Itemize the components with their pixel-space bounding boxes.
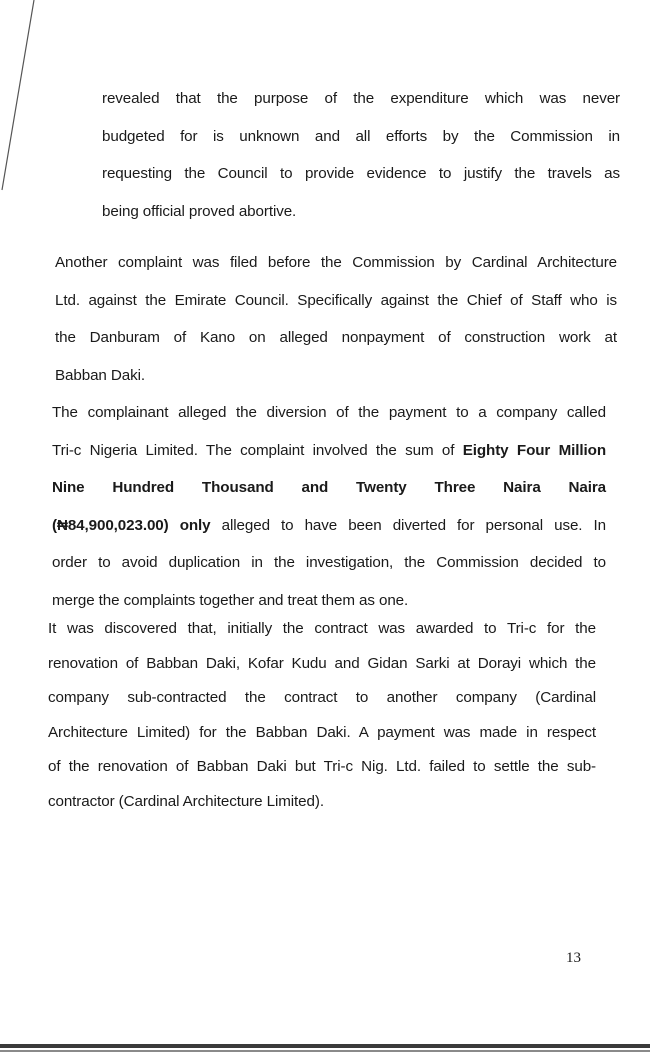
paragraph-1 [102,80,620,230]
paragraph-2-line: Ltd. against the Emirate Council. Specifically against the Chief of Staff who is [55,291,617,309]
amount-figure-bold: (₦84,900,023.00) only [52,516,211,534]
paragraph-4-line: renovation of Babban Daki, Kofar Kudu and Gidan Sarki at Dorayi which the [48,654,596,672]
paragraph-4-line: Architecture Limited) for the Babban Daki. A payment was made in respect [48,723,596,741]
paragraph-3-line [52,469,606,507]
paragraph-4-line: of the renovation of Babban Daki but Tri-c Nig. Ltd. failed to settle the sub- [48,758,596,775]
paragraph-4-line: It was discovered that, initially the contract was awarded to Tri-c for the [48,620,596,637]
paragraph-3-line: merge the complaints together and treat them as one. [52,591,409,609]
paragraph-3-line: order to avoid duplication in the investigation, the Commission decided to [52,554,606,571]
paragraph-3-line [52,432,606,470]
paragraph-3 [52,394,606,619]
paragraph-4-line: contractor (Cardinal Architecture Limited). [48,792,324,810]
paragraph-1-line: revealed that the purpose of the expenditure which was never [102,90,620,107]
paragraph-4-line: company sub-contracted the contract to another company (Cardinal [48,689,596,706]
paragraph-2 [55,244,617,394]
page-bottom-border [0,1044,650,1048]
paragraph-3-line [52,507,606,545]
paragraph-1-line: budgeted for is unknown and all efforts by the Commission in [102,127,620,145]
paragraph-1-line: requesting the Council to provide evidence to justify the travels as [102,165,620,182]
scan-edge-line [0,0,40,200]
page-number: 13 [566,950,581,966]
paragraph-2-line: Another complaint was filed before the Commission by Cardinal Architecture [55,254,617,271]
amount-words-bold: Nine Hundred Thousand and Twenty Three Naira Naira [52,479,606,496]
amount-words-bold: Eighty Four Million [462,441,606,459]
paragraph-4 [48,612,596,819]
paragraph-2-line: Babban Daki. [55,366,145,384]
paragraph-3-text: alleged to have been diverted for personal use. In [210,516,606,534]
paragraph-2-line: the Danburam of Kano on alleged nonpayment of construction work at [55,329,617,346]
page-bottom-shadow [0,1050,650,1052]
paragraph-3-line: The complainant alleged the diversion of the payment to a company called [52,404,606,421]
paragraph-1-line: being official proved abortive. [102,202,297,220]
paragraph-3-text: Tri-c Nigeria Limited. The complaint involved the sum of [52,441,463,459]
